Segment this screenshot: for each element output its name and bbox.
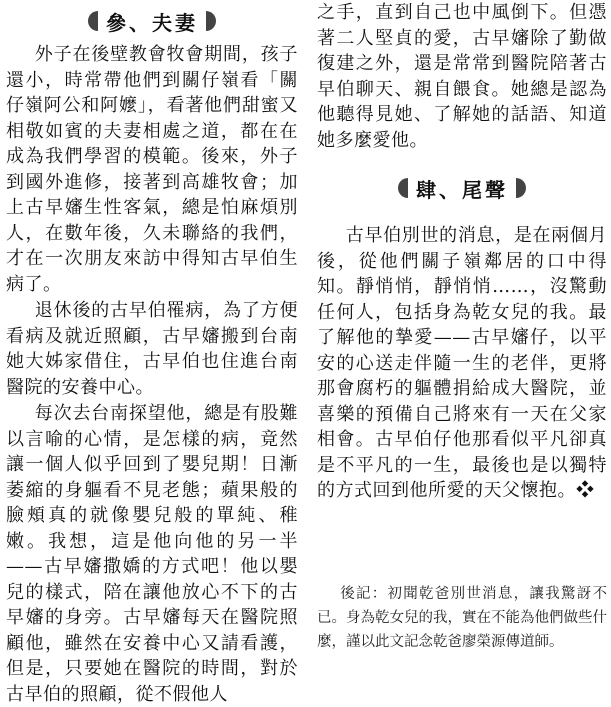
paragraph: 外子在後壁教會牧會期間，孩子還小，時常帶他們到關仔嶺看「關仔嶺阿公和阿嬤」，看著他們甜蜜又相敬如賓的夫妻相處之道，都在在成為我們學習的模範。後來，外子到國外進修，接著到高雄牧會；加上古早嬸生性客氣，總是怕麻煩別人，在數年後，久未聯絡的我們，才在一次朋友來訪中得知古早伯生病了。 bbox=[6, 44, 298, 295]
paragraph: 每次去台南探望他，總是有股難以言喻的心情，是怎樣的病，竟然讓一個人似乎回到了嬰兒期！日漸萎縮的身軀看不見老態；蘋果般的臉頰真的就像嬰兒般的單純、稚嫩。我想，這是他向他的另一半——古早嬸撒嬌的方式吧！他以嬰兒的樣式，陪在讓他放心不下的古早嬸的身旁。古早嬸每天在醫院照顧他，雖然在安養中心又請看護，但是，只要她在醫院的時間，對於古早伯的照顧，從不假他人 bbox=[6, 403, 298, 705]
postscript-note: 後記：初聞乾爸別世消息，讓我驚訝不已。身為乾女兒的我，實在不能為他們做些什麼，謹以此文記念乾爸廖榮源傳道師。 bbox=[317, 586, 607, 650]
section-heading-3-text: 參、夫妻 bbox=[106, 10, 198, 35]
left-column bbox=[6, 0, 298, 707]
section-heading-4 bbox=[317, 167, 607, 209]
paragraph: 退休後的古早伯罹病，為了方便看病及就近照顧，古早嬸搬到台南她大姊家借住，古早伯也住進台南醫院的安養中心。 bbox=[6, 300, 298, 398]
paragraph: 古早伯別世的消息，是在兩個月後，從他們關子嶺鄰居的口中得知。靜悄悄，靜悄悄……，沒驚動任何人，包括身為乾女兒的我。最了解他的摯愛——古早嬸仔，以平安的心送走伴隨一生的老伴，更將那會腐朽的軀體捐給成大醫院，並喜樂的預備自己將來有一天在父家相會。古早伯仔他那看似平凡卻真是不平凡的一生，最後也是以獨特的方式回到他所愛的天父懷抱。❖ bbox=[317, 225, 607, 501]
right-column bbox=[317, 0, 607, 504]
heading-bracket-left-icon bbox=[88, 11, 98, 31]
section-heading-3 bbox=[6, 0, 298, 42]
heading-bracket-right-icon bbox=[206, 11, 216, 31]
heading-bracket-left-icon bbox=[398, 178, 408, 198]
section-heading-4-text: 肆、尾聲 bbox=[416, 177, 508, 202]
paragraph-continuation: 之手，直到自己也中風倒下。但憑著二人堅貞的愛，古早嬸除了勤做復建之外，還是常常到醫院陪著古早伯聊天、親自餵食。她總是認為他聽得見她、了解她的話語、知道她多麼愛他。 bbox=[317, 2, 607, 151]
heading-bracket-right-icon bbox=[516, 178, 526, 198]
